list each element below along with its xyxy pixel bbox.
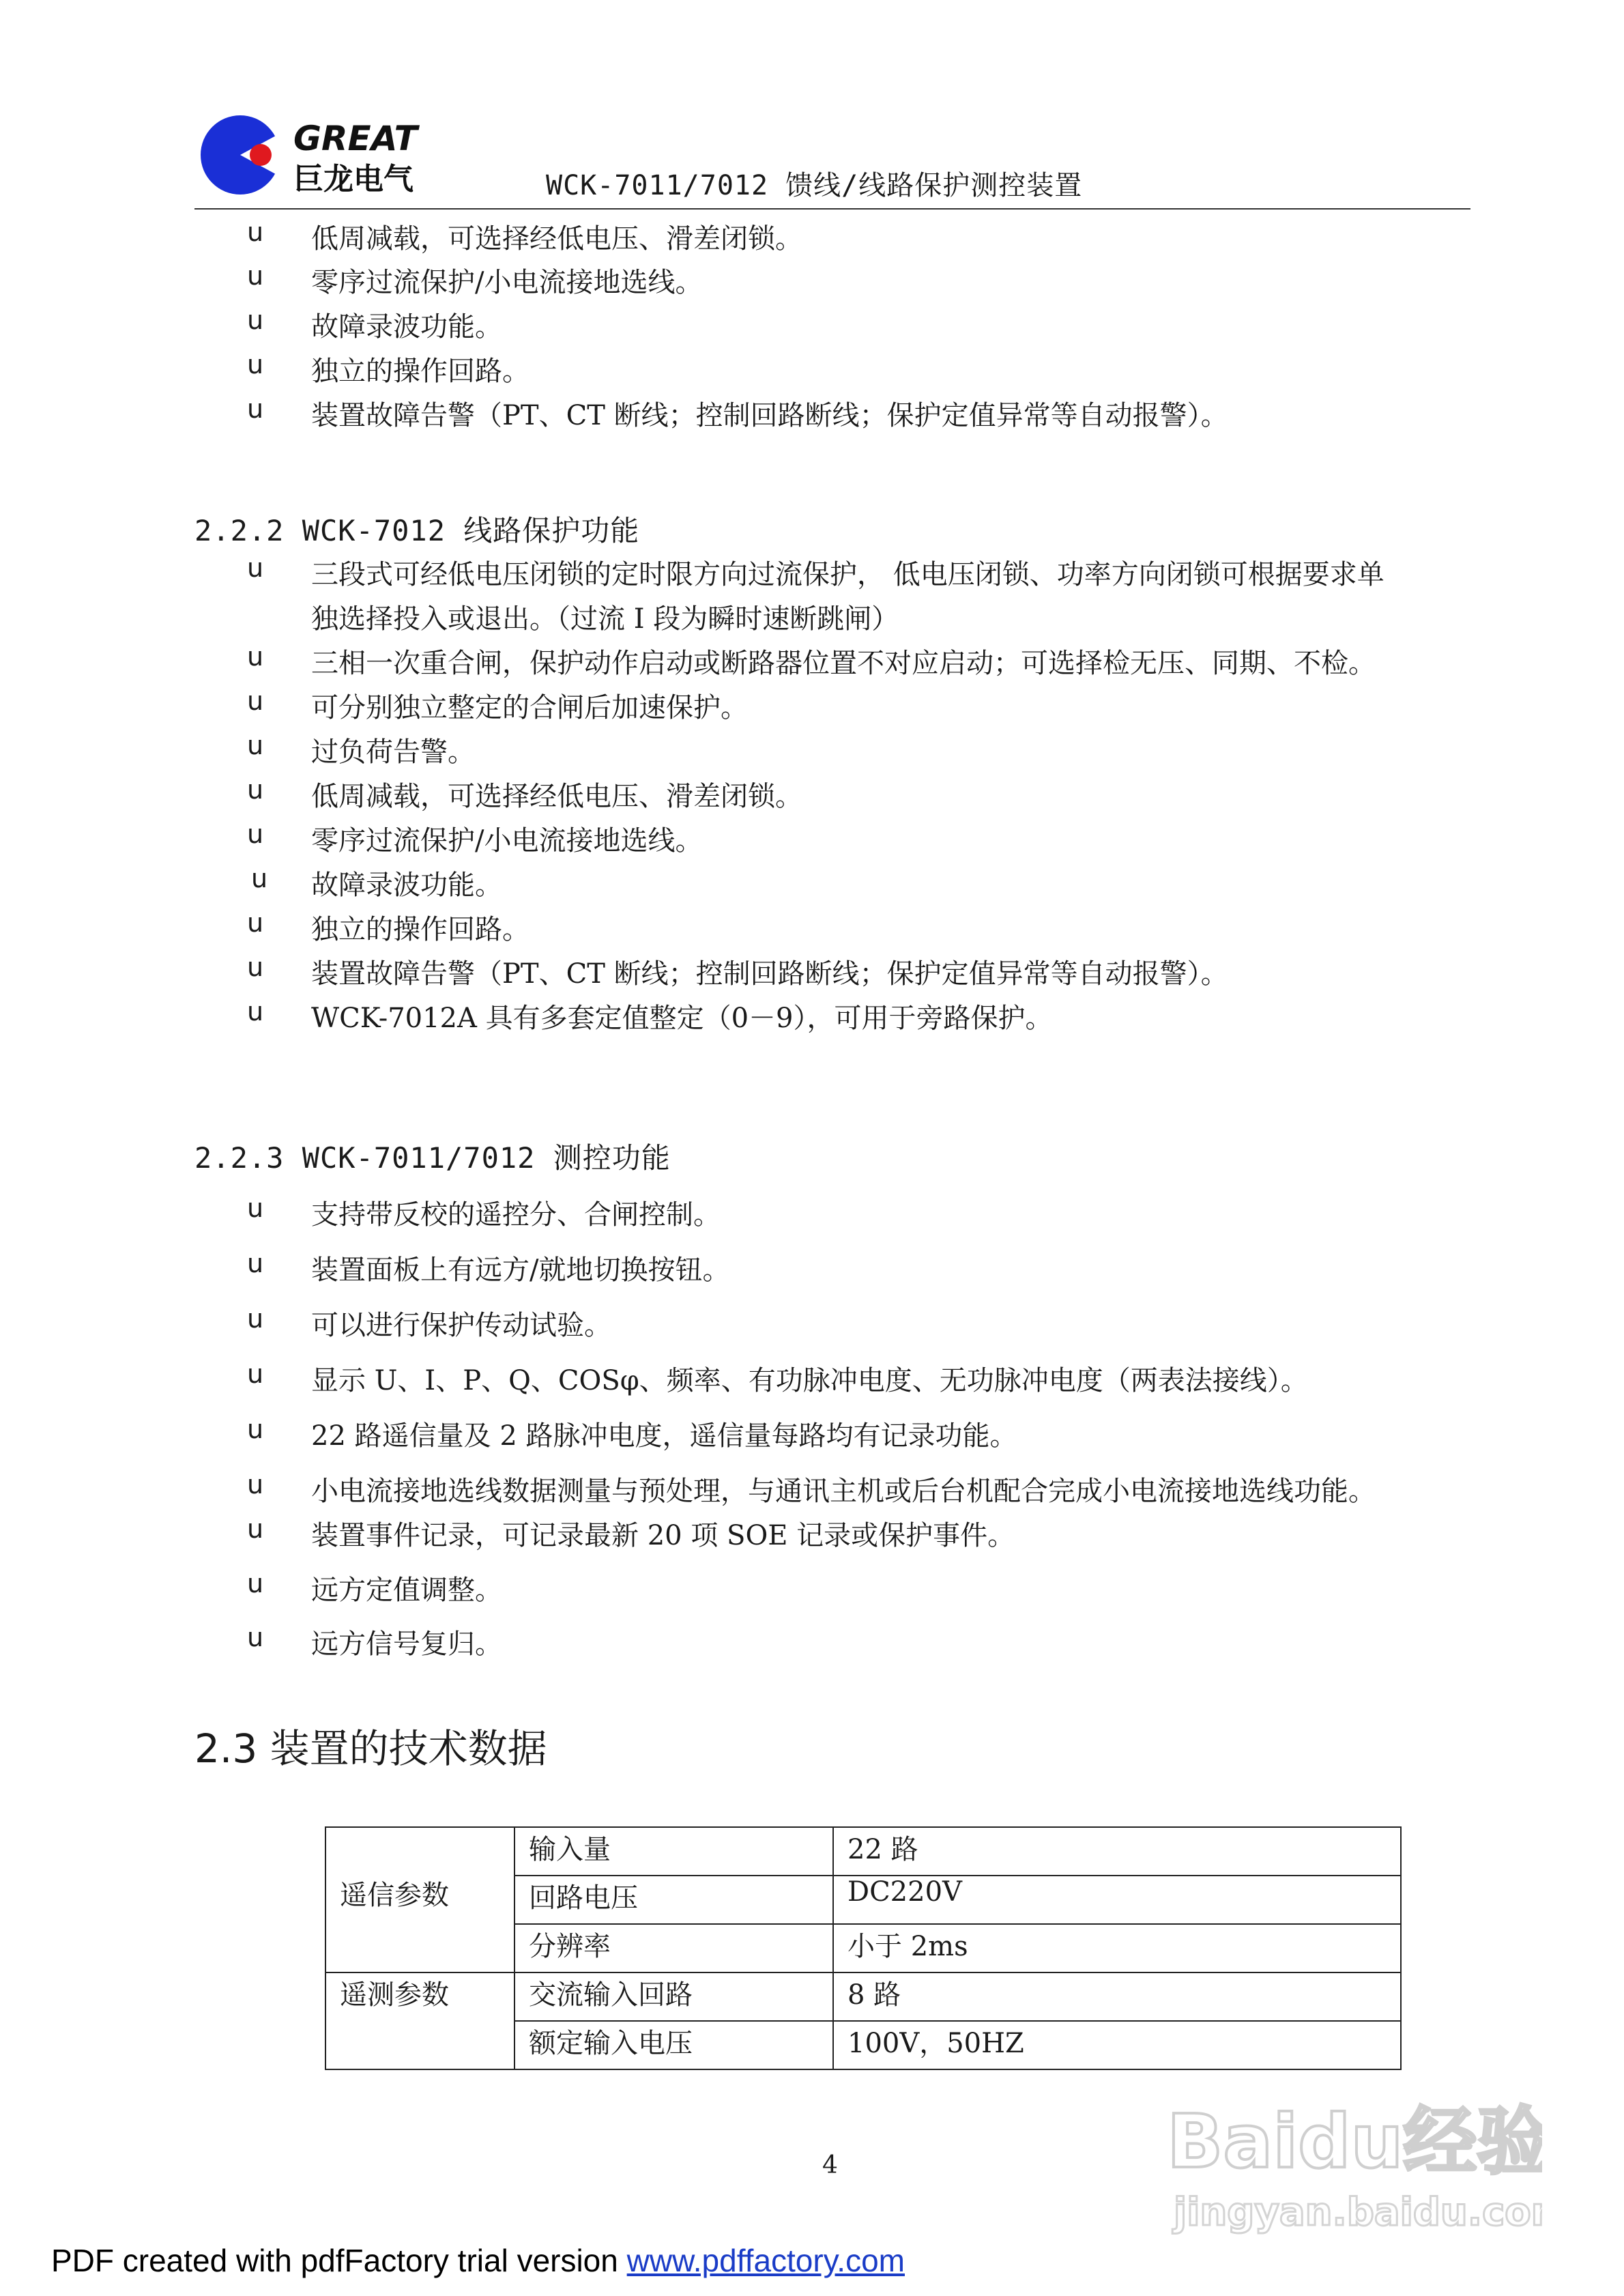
table-group-cell: 遥信参数 [325, 1827, 514, 1972]
bullet-icon: u [247, 908, 264, 938]
company-logo [198, 113, 450, 205]
table-cell-value: 22 路 [833, 1827, 1401, 1876]
bullet-icon: u [247, 1622, 264, 1652]
bullet-icon: u [247, 1248, 264, 1278]
bullet-icon: u [247, 642, 264, 672]
table-row [325, 1972, 1401, 2021]
tech-data-table [325, 1826, 1402, 2070]
table-cell-param: 额定输入电压 [514, 2021, 833, 2069]
bullet-icon: u [251, 863, 268, 893]
table-group-cell: 遥测参数 [325, 1972, 514, 2069]
bullet-icon: u [247, 1414, 264, 1444]
page-number: 4 [822, 2151, 838, 2179]
logo-text-top: GREAT [293, 119, 418, 158]
footer-text: PDF created with pdfFactory trial version [51, 2243, 627, 2278]
bullet-icon: u [247, 553, 264, 583]
table-cell-param: 分辨率 [514, 1924, 833, 1972]
table-row [325, 1827, 1401, 1876]
table-cell-value: 100V，50HZ [833, 2021, 1401, 2069]
table-cell-value: DC220V [833, 1876, 1401, 1924]
logo-text-bottom: 巨龙电气 [293, 162, 414, 197]
bullet-icon: u [247, 217, 264, 247]
baidu-watermark [1160, 2085, 1542, 2242]
table-cell-value: 8 路 [833, 1972, 1401, 2021]
table-cell-value: 小于 2ms [833, 1924, 1401, 1972]
bullet-icon: u [247, 775, 264, 805]
bullet-icon: u [247, 1568, 264, 1598]
watermark-brand: Baidu经验 [1167, 2099, 1542, 2185]
bullet-icon: u [247, 819, 264, 849]
header-title: WCK-7011/7012 馈线/线路保护测控装置 [546, 170, 1083, 201]
bullet-icon: u [247, 1359, 264, 1389]
section-heading-2-2-3: 2.2.3 WCK-7011/7012 测控功能 [194, 1141, 671, 1175]
table-cell-param: 输入量 [514, 1827, 833, 1876]
bullet-icon: u [247, 952, 264, 982]
bullet-icon: u [247, 1304, 264, 1334]
header-divider [194, 208, 1470, 210]
table-cell-param: 回路电压 [514, 1876, 833, 1924]
bullet-icon: u [247, 730, 264, 760]
bullet-icon: u [247, 1193, 264, 1223]
bullet-icon: u [247, 394, 264, 424]
section-heading-2-2-2: 2.2.2 WCK-7012 线路保护功能 [194, 514, 640, 547]
watermark-url: jingyan.baidu.com [1174, 2190, 1542, 2235]
pdf-footer [51, 2242, 905, 2279]
bullet-icon: u [247, 305, 264, 335]
footer-link[interactable]: www.pdffactory.com [626, 2243, 905, 2278]
bullet-icon: u [247, 261, 264, 291]
table-cell-param: 交流输入回路 [514, 1972, 833, 2021]
bullet-icon: u [247, 1514, 264, 1544]
bullet-icon: u [247, 686, 264, 716]
section-heading-2-3: 2.3 装置的技术数据 [194, 1725, 547, 1772]
bullet-icon: u [247, 1469, 264, 1499]
bullet-icon: u [247, 349, 264, 379]
bullet-icon: u [247, 996, 264, 1027]
